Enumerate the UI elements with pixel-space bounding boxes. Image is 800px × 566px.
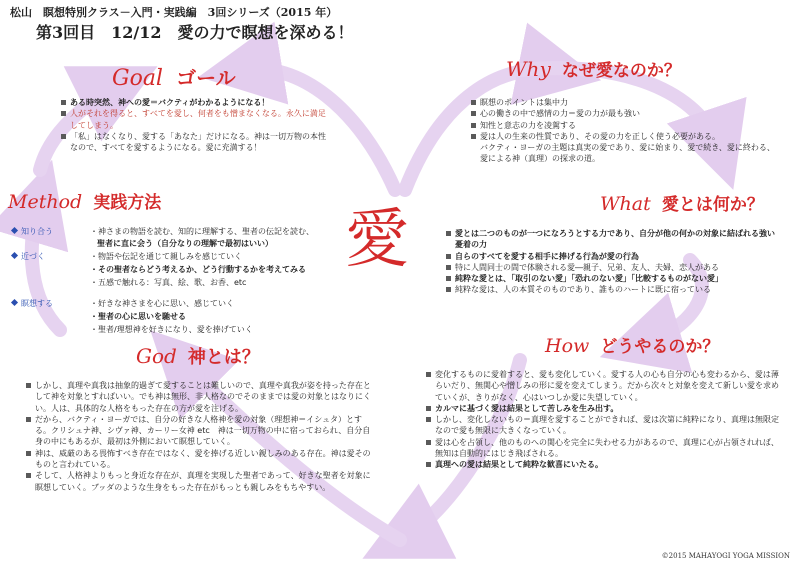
what-heading-en: What [600,193,651,215]
goal-heading-jp: ゴール [176,66,236,90]
how-heading-en: How [545,335,590,357]
what-item-5: 純粋な愛は、人の本質そのものであり、誰ものハートに既に宿っている [445,284,780,295]
why-item-4: 愛は人の生来の性質であり、その愛の力を正しく使う必要がある。 [470,131,775,142]
header-series-line: 松山 瞑想特別クラス－入門・実践編 3回シリーズ（2015 年） [10,6,338,19]
what-list [445,228,780,296]
god-item-3: 神は、威厳のある畏怖すべき存在ではなく、愛を捧げる近しい親しみのある存在。神は愛そのものと言われている。 [25,448,375,471]
method-item-2: 聖者に直に会う（自分なりの理解で最初はいい） [97,239,273,248]
how-item-3: しかし、変化しないもの＝真理を愛することができれば、愛は次第に純粋になり、真理は無限定なので愛も無限に大きくなっていく。 [425,414,785,437]
diamond-bullet-icon [11,299,18,306]
method-item-5: ・五感で触れる：写真、絵、歌、お香、etc [90,278,247,287]
diamond-bullet-icon [11,227,18,234]
goal-heading [112,62,236,91]
why-list [470,97,775,165]
method-heading [8,188,161,213]
how-list [425,369,785,471]
how-item-4: 愛は心を占領し、他のものへの関心を完全に失わせる力があるので、真理に心が占領されれば、無知は自動的にはじき飛ばされる。 [425,437,785,460]
how-item-5: 真理への愛は結果として純粋な歓喜にいたる。 [425,459,785,470]
why-item-3: 知性と意志の力を凌駕する [470,120,775,131]
goal-item-1: ある時突然、神への愛＝バクティがわかるようになる！ [60,97,330,108]
method-item-3: ・物語や伝記を通じて親しみを感じていく [90,252,242,261]
page-title: 第3回目 12/12 愛の力で瞑想を深める！ [36,23,354,42]
what-heading [600,190,764,215]
god-item-1: しかし、真理や真我は抽象的過ぎて愛することは難しいので、真理や真我が姿を持った存在として神を対象とすればいい。でも神は無形、非人格なのでそのままでは愛の対象とはなりにくい。人は、具体的な人格をもった存在の方が愛を注げる。 [25,380,375,414]
copyright-notice: ©2015 MAHAYOGI YOGA MISSION [661,552,790,560]
what-item-3: 特に人間同士の間で体験される愛―親子、兄弟、友人、夫婦、恋人がある [445,262,780,273]
why-item-2: 心の働きの中で感情の力＝愛の力が最も強い [470,108,775,119]
goal-item-2 [60,108,330,131]
method-item-1: ・神さまの物語を読む、知的に理解する、聖者の伝記を読む、 [90,227,314,236]
method-heading-en: Method [8,191,83,213]
what-heading-jp: 愛とは何か？ [661,195,764,215]
what-item-1: 愛とは二つのものが一つになろうとする力であり、自分が他の何かの対象に結ばれる強い憂着の力 [445,228,780,251]
why-heading-en: Why [506,57,551,81]
why-heading [506,56,681,81]
goal-item-3: 「私」はなくなり、愛する「あなた」だけになる。神は一切万物の本性なので、すべてを愛するようになる。愛に充満する！ [60,131,330,154]
why-item-1: 瞑想のポイントは集中力 [470,97,775,108]
how-heading [545,332,719,357]
method-label-know: 知り合う [12,226,53,237]
how-item-1: 変化するものに愛着すると、愛も変化していく。愛する人の心も自分の心も変わるから、愛は薄らいだり、無関心や憎しみの形に愛を変えてしまう。だから次々と対象を変えて新しい愛を求めていくが、きりがなく、心はいつしか愛に失望していく。 [425,369,785,403]
method-label-meditate: 瞑想する [12,298,53,309]
goal-list [60,97,330,153]
method-heading-jp: 実践方法 [93,193,162,213]
what-item-4: 純粋な愛とは、「取引のない愛」「恐れのない愛」「比較するものがない愛」 [445,273,780,284]
why-item-5: バクティ・ヨーガの主題は真実の愛であり、愛に始まり、愛で続き、愛に終わる、愛による神（真理）の探求の道。 [480,143,775,164]
god-heading-jp: 神とは？ [187,347,260,368]
goal-item-2-text: 人がそれを得ると、すべてを愛し、何者をも憎まなくなる。永久に満足してしまう。 [70,109,326,130]
what-item-2: 自らのすべてを愛する相手に捧げる行為が愛の行為 [445,251,780,262]
method-item-4: ・その聖者ならどう考えるか、どう行動するかを考えてみる [90,265,306,274]
goal-heading-en: Goal [112,66,163,91]
why-heading-jp: なぜ愛なのか？ [561,61,681,81]
how-item-2: カルマに基づく愛は結果として苦しみを生み出す。 [425,403,785,414]
god-list [25,380,375,493]
how-heading-jp: どうやるのか？ [600,337,720,357]
method-item-6: ・好きな神さまを心に思い、感じていく [90,299,234,308]
god-heading-en: God [136,344,177,368]
diamond-bullet-icon [11,252,18,259]
method-label-approach: 近づく [12,251,45,262]
god-heading [136,343,260,369]
method-item-8: ・聖者/理想神を好きになり、愛を捧げていく [90,325,253,334]
method-item-7: ・聖者の心に思いを馳せる [90,312,186,321]
god-item-2: だから、バクティ・ヨーガでは、自分の好きな人格神を愛の対象（理想神＝イシュタ）とする。クリシュナ神、シヴァ神、カーリー女神 etc 神は一切万物の中に宿っておられ、自分自身の中にもあるが、最初は外側において瞑想していく。 [25,414,375,448]
center-love-glyph: 愛 [345,203,409,277]
god-item-4: そして、人格神よりもっと身近な存在が、真理を実現した聖者であって、好きな聖者を対象に瞑想していく。ブッダのような生身をもった存在がもっとも親しみをもちやすい。 [25,470,375,493]
